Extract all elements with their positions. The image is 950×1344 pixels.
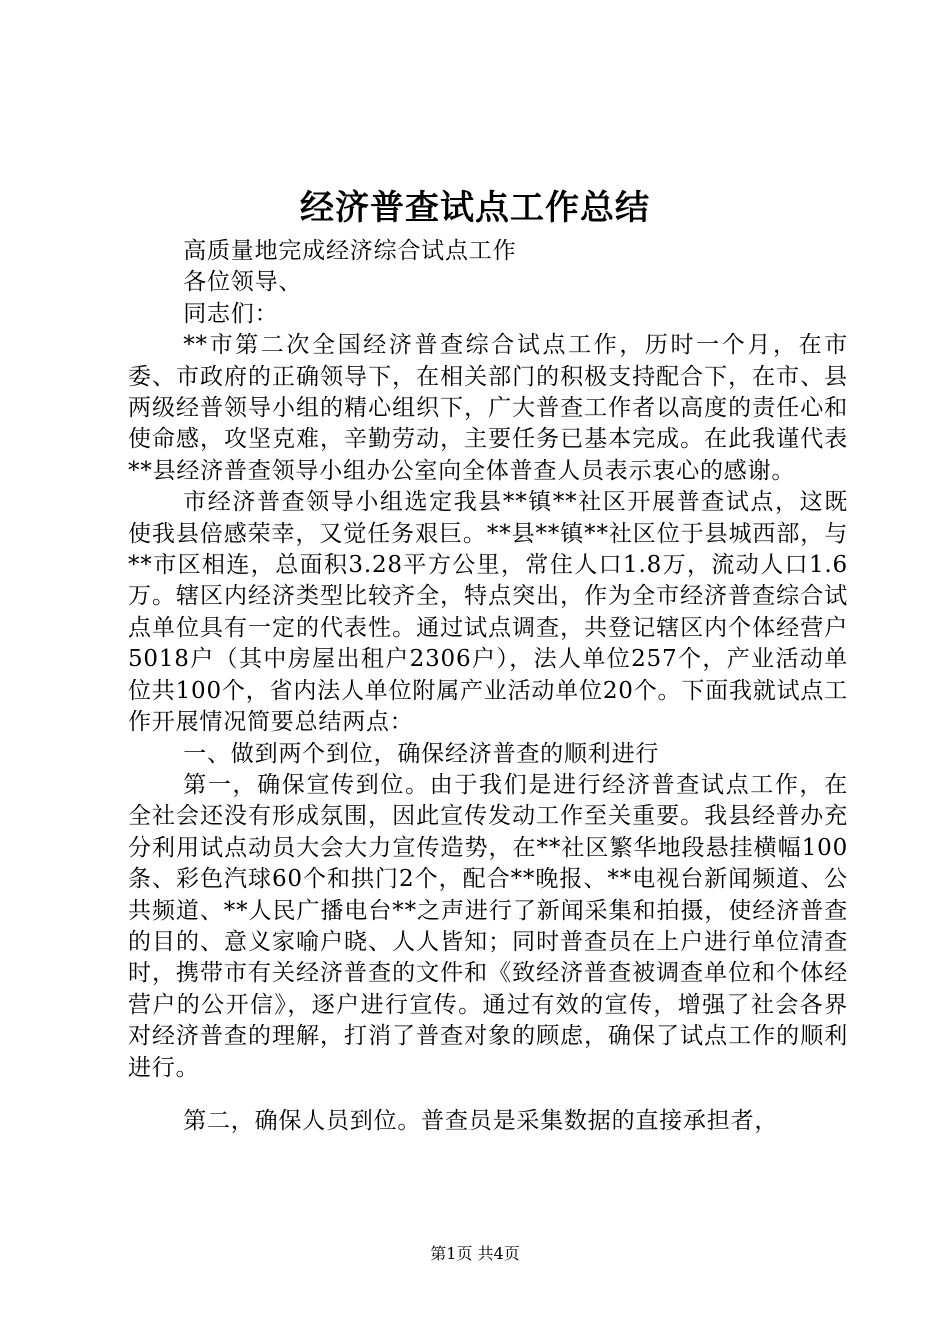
page-number-footer: 第1页 共4页 xyxy=(430,1244,520,1263)
subtitle-line: 高质量地完成经济综合试点工作 xyxy=(183,238,517,264)
paragraph-intro: **市第二次全国经济普查综合试点工作，历时一个月，在市委、市政府的正确领导下，在相关部门的积极支持配合下，在市、县两级经普领导小组的精心组织下，广大普查工作者以高度的责任心和使命感，攻坚克难，辛勤劳动，主要任务已基本完成。在此我谨代表**县经济普查领导小组办公室向全体普查人员表示衷心的感谢。 xyxy=(128,332,848,484)
paragraph-publicity: 第一，确保宣传到位。由于我们是进行经济普查试点工作，在全社会还没有形成氛围，因此宣传发动工作至关重要。我县经普办充分利用试点动员大会大力宣传造势，在**社区繁华地段悬挂横幅100条、彩色汽球60个和拱门2个，配合**晚报、**电视台新闻频道、公共频道、**人民广播电台**之声进行了新闻采集和拍摄，使经济普查的目的、意义家喻户晓、人人皆知；同时普查员在上户进行单位清查时，携带市有关经济普查的文件和《致经济普查被调查单位和个体经营户的公开信》，逐户进行宣传。通过有效的宣传，增强了社会各界对经济普查的理解，打消了普查对象的顾虑，确保了试点工作的顺利进行。 xyxy=(128,771,848,1081)
paragraph-pilot-overview: 市经济普查领导小组选定我县**镇**社区开展普查试点，这既使我县倍感荣幸，又觉任务艰巨。**县**镇**社区位于县城西部，与**市区相连，总面积3.28平方公里，常住人口1.8万，流动人口1.6万。辖区内经济类型比较齐全，特点突出，作为全市经济普查综合试点单位具有一定的代表性。通过试点调查，共登记辖区内个体经营户5018户（其中房屋出租户2306户），法人单位257个，产业活动单位共100个，省内法人单位附属产业活动单位20个。下面我就试点工作开展情况简要总结两点： xyxy=(128,489,848,736)
salutation-line-1: 各位领导、 xyxy=(183,269,303,296)
paragraph-personnel: 第二，确保人员到位。普查员是采集数据的直接承担者， xyxy=(183,1107,779,1134)
salutation-line-2: 同志们： xyxy=(183,300,279,327)
document-title: 经济普查试点工作总结 xyxy=(300,188,650,228)
section-heading-1: 一、做到两个到位，确保经济普查的顺利进行 xyxy=(183,740,660,767)
document-body xyxy=(128,236,848,1137)
